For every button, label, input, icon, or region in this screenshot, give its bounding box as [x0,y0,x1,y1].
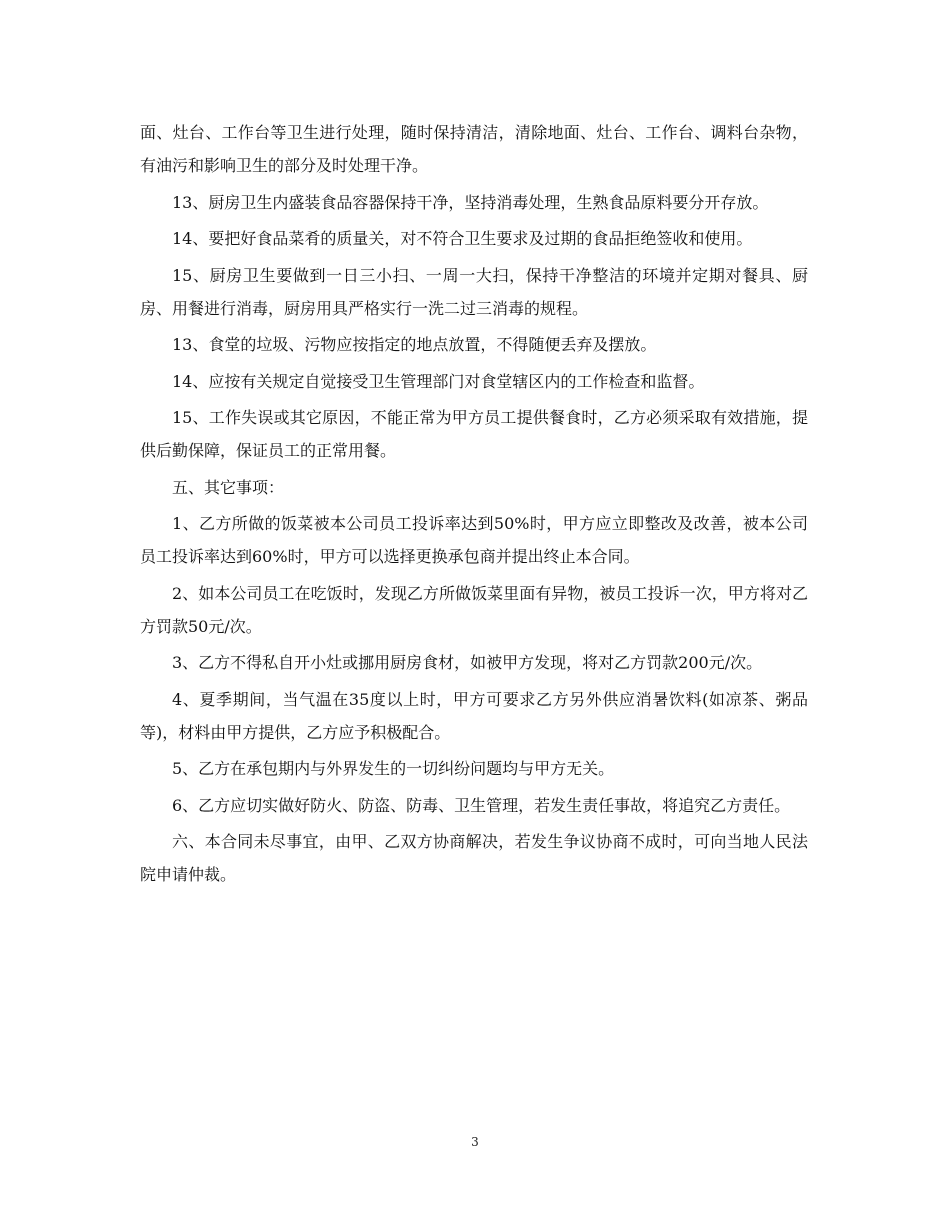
document-body [140,116,808,895]
paragraph-item-4-summer-drinks: 4、夏季期间，当气温在35度以上时，甲方可要求乙方另外供应消暑饮料(如凉茶、粥品等)，材料由甲方提供，乙方应予积极配合。 [140,689,808,742]
paragraph-item-15-kitchen-cleaning: 15、厨房卫生要做到一日三小扫、一周一大扫，保持干净整洁的环境并定期对餐具、厨房、用餐进行消毒，厨房用具严格实行一洗二过三消毒的规程。 [140,265,808,318]
paragraph-item-14-food-quality: 14、要把好食品菜肴的质量关，对不符合卫生要求及过期的食品拒绝签收和使用。 [172,229,753,248]
paragraph-item-2-foreign-objects: 2、如本公司员工在吃饭时，发现乙方所做饭菜里面有异物，被员工投诉一次，甲方将对乙方罚款50元/次。 [140,583,808,636]
paragraph-item-13-kitchen-containers: 13、厨房卫生内盛装食品容器保持干净，坚持消毒处理，生熟食品原料要分开存放。 [172,192,769,212]
section-heading-other-matters: 五、其它事项： [172,477,285,497]
paragraph-continuation: 面、灶台、工作台等卫生进行处理，随时保持清洁，清除地面、灶台、工作台、调料台杂物，有油污和影响卫生的部分及时处理干净。 [140,123,808,175]
paragraph-item-15-work-errors: 15、工作失误或其它原因，不能正常为甲方员工提供餐食时，乙方必须采取有效措施，提供后勤保障，保证员工的正常用餐。 [140,408,808,460]
paragraph-item-6-safety: 6、乙方应切实做好防火、防盗、防毒、卫生管理，若发生责任事故，将追究乙方责任。 [172,795,791,815]
paragraph-item-1-complaint-rate: 1、乙方所做的饭菜被本公司员工投诉率达到50%时，甲方应立即整改及改善，被本公司员工投诉率达到60%时，甲方可以选择更换承包商并提出终止本合同。 [140,514,808,566]
paragraph-item-14-inspection: 14、应按有关规定自觉接受卫生管理部门对食堂辖区内的工作检查和监督。 [172,371,705,391]
paragraph-item-3-private-cooking: 3、乙方不得私自开小灶或挪用厨房食材，如被甲方发现，将对乙方罚款200元/次。 [172,653,763,672]
paragraph-item-13-garbage: 13、食堂的垃圾、污物应按指定的地点放置，不得随便丢弃及摆放。 [172,335,657,354]
section-heading-unresolved-matters: 六、本合同未尽事宜，由甲、乙双方协商解决，若发生争议协商不成时，可向当地人民法院申请仲裁。 [140,832,808,884]
paragraph-item-5-disputes: 5、乙方在承包期内与外界发生的一切纠纷问题均与甲方无关。 [172,759,615,778]
page-number: 3 [471,1135,479,1149]
